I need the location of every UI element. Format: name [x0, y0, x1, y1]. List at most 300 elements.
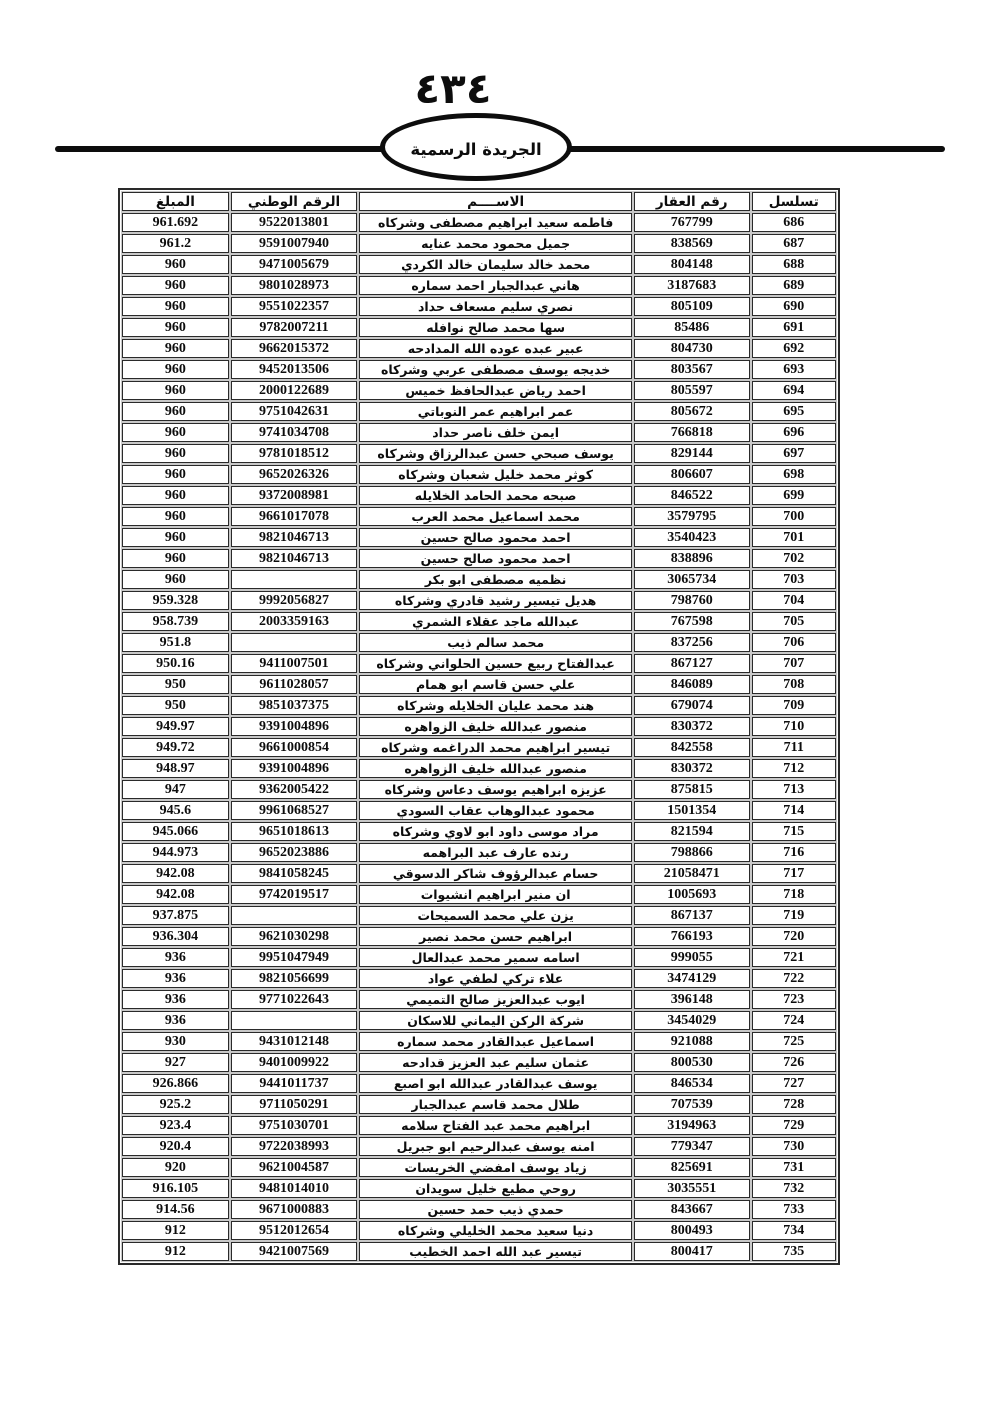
amount-cell: 951.8 [122, 633, 229, 652]
amount-cell: 945.066 [122, 822, 229, 841]
national-id-cell: 9391004896 [231, 759, 358, 778]
national-id-cell: 9742019517 [231, 885, 358, 904]
table-row [122, 486, 836, 505]
name-cell: منصور عبدالله خليف الزواهره [359, 759, 632, 778]
national-id-cell: 9431012148 [231, 1032, 358, 1051]
national-id-cell: 9661000854 [231, 738, 358, 757]
table-row [122, 1137, 836, 1156]
serial-cell: 704 [752, 591, 836, 610]
amount-cell: 960 [122, 549, 229, 568]
national-id-cell: 9611028057 [231, 675, 358, 694]
property-number-cell: 3194963 [634, 1116, 750, 1135]
property-number-cell: 85486 [634, 318, 750, 337]
property-number-cell: 805672 [634, 402, 750, 421]
property-number-cell: 3454029 [634, 1011, 750, 1030]
table-body [122, 213, 836, 1261]
amount-cell: 960 [122, 318, 229, 337]
col-header-property-no: رقم العقار [634, 192, 750, 211]
name-cell: عبدالفتاح ربيع حسين الحلواني وشركاه [359, 654, 632, 673]
amount-cell: 920.4 [122, 1137, 229, 1156]
national-id-cell: 9662015372 [231, 339, 358, 358]
serial-cell: 735 [752, 1242, 836, 1261]
national-id-cell: 9362005422 [231, 780, 358, 799]
amount-cell: 960 [122, 402, 229, 421]
name-cell: محمد خالد سليمان خالد الكردي [359, 255, 632, 274]
serial-cell: 709 [752, 696, 836, 715]
serial-cell: 690 [752, 297, 836, 316]
property-number-cell: 867137 [634, 906, 750, 925]
property-number-cell: 766818 [634, 423, 750, 442]
table-row [122, 906, 836, 925]
amount-cell: 926.866 [122, 1074, 229, 1093]
table-row [122, 1116, 836, 1135]
property-number-cell: 766193 [634, 927, 750, 946]
national-id-cell: 9481014010 [231, 1179, 358, 1198]
amount-cell: 960 [122, 297, 229, 316]
table-row [122, 276, 836, 295]
national-id-cell: 9621004587 [231, 1158, 358, 1177]
table-row [122, 423, 836, 442]
amount-cell: 942.08 [122, 864, 229, 883]
national-id-cell: 9771022643 [231, 990, 358, 1009]
table-row [122, 339, 836, 358]
amount-cell: 920 [122, 1158, 229, 1177]
serial-cell: 718 [752, 885, 836, 904]
national-id-cell: 9782007211 [231, 318, 358, 337]
amount-cell: 936 [122, 990, 229, 1009]
name-cell: فاطمه سعيد ابراهيم مصطفى وشركاه [359, 213, 632, 232]
amount-cell: 942.08 [122, 885, 229, 904]
national-id-cell: 2000122689 [231, 381, 358, 400]
serial-cell: 734 [752, 1221, 836, 1240]
serial-cell: 691 [752, 318, 836, 337]
property-number-cell: 838569 [634, 234, 750, 253]
serial-cell: 713 [752, 780, 836, 799]
name-cell: دنيا سعيد محمد الخليلي وشركاه [359, 1221, 632, 1240]
name-cell: منصور عبدالله خليف الزواهره [359, 717, 632, 736]
col-header-amount: المبلغ [122, 192, 229, 211]
name-cell: هديل تيسير رشيد قادري وشركاه [359, 591, 632, 610]
name-cell: عبدالله ماجد عقلاء الشمري [359, 612, 632, 631]
serial-cell: 723 [752, 990, 836, 1009]
property-number-cell: 767598 [634, 612, 750, 631]
table-row [122, 1032, 836, 1051]
national-id-cell: 9452013506 [231, 360, 358, 379]
amount-cell: 945.6 [122, 801, 229, 820]
national-id-cell: 9471005679 [231, 255, 358, 274]
amount-cell: 927 [122, 1053, 229, 1072]
national-id-cell: 9722038993 [231, 1137, 358, 1156]
name-cell: عزيزه ابراهيم يوسف دعاس وشركاه [359, 780, 632, 799]
amount-cell: 960 [122, 444, 229, 463]
national-id-cell: 9512012654 [231, 1221, 358, 1240]
property-number-cell: 3065734 [634, 570, 750, 589]
name-cell: ابراهيم حسن محمد نصير [359, 927, 632, 946]
serial-cell: 722 [752, 969, 836, 988]
name-cell: صبحه محمد الحامد الخلايله [359, 486, 632, 505]
col-header-name: الاســــم [359, 192, 632, 211]
name-cell: تيسير ابراهيم محمد الدراغمه وشركاه [359, 738, 632, 757]
name-cell: حسام عبدالرؤوف شاكر الدسوقي [359, 864, 632, 883]
name-cell: يوسف صبحي حسن عبدالرزاق وشركاه [359, 444, 632, 463]
name-cell: زياد يوسف امفضي الخريسات [359, 1158, 632, 1177]
property-number-cell: 806607 [634, 465, 750, 484]
national-id-cell: 9751030701 [231, 1116, 358, 1135]
amount-cell: 912 [122, 1242, 229, 1261]
name-cell: ان منير ابراهيم انشيوات [359, 885, 632, 904]
name-cell: احمد محمود صالح حسين [359, 549, 632, 568]
col-header-national-id: الرقم الوطني [231, 192, 358, 211]
serial-cell: 724 [752, 1011, 836, 1030]
national-id-cell [231, 570, 358, 589]
property-number-cell: 867127 [634, 654, 750, 673]
serial-cell: 706 [752, 633, 836, 652]
table-row [122, 297, 836, 316]
serial-cell: 696 [752, 423, 836, 442]
serial-cell: 695 [752, 402, 836, 421]
amount-cell: 960 [122, 255, 229, 274]
amount-cell: 960 [122, 423, 229, 442]
table-row [122, 1179, 836, 1198]
amount-cell: 960 [122, 486, 229, 505]
name-cell: محمد اسماعيل محمد العرب [359, 507, 632, 526]
property-number-cell: 679074 [634, 696, 750, 715]
serial-cell: 692 [752, 339, 836, 358]
serial-cell: 716 [752, 843, 836, 862]
property-number-cell: 21058471 [634, 864, 750, 883]
national-id-cell: 9372008981 [231, 486, 358, 505]
name-cell: هند محمد عليان الخلايله وشركاه [359, 696, 632, 715]
national-id-cell: 9951047949 [231, 948, 358, 967]
property-number-cell: 3035551 [634, 1179, 750, 1198]
national-id-cell: 9421007569 [231, 1242, 358, 1261]
table-row [122, 885, 836, 904]
serial-cell: 728 [752, 1095, 836, 1114]
table-row [122, 633, 836, 652]
serial-cell: 710 [752, 717, 836, 736]
serial-cell: 719 [752, 906, 836, 925]
serial-cell: 702 [752, 549, 836, 568]
amount-cell: 936 [122, 969, 229, 988]
national-id-cell [231, 906, 358, 925]
amount-cell: 960 [122, 528, 229, 547]
amount-cell: 960 [122, 570, 229, 589]
amount-cell: 960 [122, 276, 229, 295]
property-number-cell: 875815 [634, 780, 750, 799]
property-number-cell: 3474129 [634, 969, 750, 988]
table-row [122, 1074, 836, 1093]
amount-cell: 961.692 [122, 213, 229, 232]
serial-cell: 697 [752, 444, 836, 463]
national-id-cell: 9652023886 [231, 843, 358, 862]
serial-cell: 729 [752, 1116, 836, 1135]
amount-cell: 958.739 [122, 612, 229, 631]
name-cell: شركة الركن اليماني للاسكان [359, 1011, 632, 1030]
national-id-cell: 9821046713 [231, 528, 358, 547]
national-id-cell: 9821046713 [231, 549, 358, 568]
table-row [122, 654, 836, 673]
amount-cell: 937.875 [122, 906, 229, 925]
serial-cell: 699 [752, 486, 836, 505]
table-row [122, 213, 836, 232]
serial-cell: 726 [752, 1053, 836, 1072]
property-number-cell: 999055 [634, 948, 750, 967]
national-id-cell: 9591007940 [231, 234, 358, 253]
table-row [122, 570, 836, 589]
name-cell: عمر ابراهيم عمر النوباتي [359, 402, 632, 421]
serial-cell: 705 [752, 612, 836, 631]
national-id-cell: 9751042631 [231, 402, 358, 421]
national-id-cell: 9961068527 [231, 801, 358, 820]
serial-cell: 703 [752, 570, 836, 589]
serial-cell: 717 [752, 864, 836, 883]
amount-cell: 925.2 [122, 1095, 229, 1114]
table-row [122, 1095, 836, 1114]
name-cell: كوثر محمد خليل شعبان وشركاه [359, 465, 632, 484]
table-row [122, 612, 836, 631]
national-id-cell: 9401009922 [231, 1053, 358, 1072]
serial-cell: 731 [752, 1158, 836, 1177]
serial-cell: 733 [752, 1200, 836, 1219]
amount-cell: 936 [122, 948, 229, 967]
property-number-cell: 800493 [634, 1221, 750, 1240]
national-id-cell: 9621030298 [231, 927, 358, 946]
national-id-cell: 9821056699 [231, 969, 358, 988]
property-number-cell: 1501354 [634, 801, 750, 820]
property-number-cell: 838896 [634, 549, 750, 568]
table-row [122, 1242, 836, 1261]
table-row [122, 1221, 836, 1240]
serial-cell: 732 [752, 1179, 836, 1198]
amount-cell: 960 [122, 381, 229, 400]
national-id-cell: 9841058245 [231, 864, 358, 883]
amount-cell: 960 [122, 339, 229, 358]
table-row [122, 234, 836, 253]
national-id-cell: 9652026326 [231, 465, 358, 484]
property-number-cell: 846089 [634, 675, 750, 694]
table-row [122, 969, 836, 988]
table-row [122, 1011, 836, 1030]
table-row [122, 402, 836, 421]
serial-cell: 693 [752, 360, 836, 379]
property-number-cell: 829144 [634, 444, 750, 463]
table-row [122, 759, 836, 778]
amount-cell: 923.4 [122, 1116, 229, 1135]
name-cell: هاني عبدالجبار احمد سماره [359, 276, 632, 295]
name-cell: عبير عبده عوده الله المدادحه [359, 339, 632, 358]
amount-cell: 961.2 [122, 234, 229, 253]
table-row [122, 738, 836, 757]
national-id-cell: 9522013801 [231, 213, 358, 232]
col-header-serial: تسلسل [752, 192, 836, 211]
national-id-cell: 9661017078 [231, 507, 358, 526]
property-number-cell: 1005693 [634, 885, 750, 904]
table-row [122, 507, 836, 526]
serial-cell: 720 [752, 927, 836, 946]
table-row [122, 780, 836, 799]
name-cell: طلال محمد قاسم عبدالجبار [359, 1095, 632, 1114]
serial-cell: 707 [752, 654, 836, 673]
name-cell: ابراهيم محمد عبد الفتاح سلامه [359, 1116, 632, 1135]
amount-cell: 936.304 [122, 927, 229, 946]
amount-cell: 950 [122, 696, 229, 715]
name-cell: علي حسن قاسم ابو همام [359, 675, 632, 694]
name-cell: محمد سالم ذيب [359, 633, 632, 652]
amount-cell: 949.72 [122, 738, 229, 757]
amount-cell: 949.97 [122, 717, 229, 736]
records-table [118, 188, 840, 1265]
table-row [122, 717, 836, 736]
name-cell: خديجه يوسف مصطفى عربي وشركاه [359, 360, 632, 379]
national-id-cell: 9441011737 [231, 1074, 358, 1093]
table-row [122, 381, 836, 400]
serial-cell: 727 [752, 1074, 836, 1093]
property-number-cell: 830372 [634, 717, 750, 736]
gazette-banner-title: الجريدة الرسمية [410, 139, 542, 159]
serial-cell: 714 [752, 801, 836, 820]
name-cell: يزن علي محمد السميحات [359, 906, 632, 925]
name-cell: اسامه سمير محمد عبدالعال [359, 948, 632, 967]
property-number-cell: 800530 [634, 1053, 750, 1072]
table-row [122, 591, 836, 610]
national-id-cell: 9411007501 [231, 654, 358, 673]
property-number-cell: 396148 [634, 990, 750, 1009]
national-id-cell: 9801028973 [231, 276, 358, 295]
amount-cell: 960 [122, 507, 229, 526]
amount-cell: 948.97 [122, 759, 229, 778]
serial-cell: 730 [752, 1137, 836, 1156]
name-cell: روحي مطيع خليل سويدان [359, 1179, 632, 1198]
name-cell: اسماعيل عبدالقادر محمد سماره [359, 1032, 632, 1051]
serial-cell: 694 [752, 381, 836, 400]
property-number-cell: 804730 [634, 339, 750, 358]
name-cell: امنه يوسف عبدالرحيم ابو جبريل [359, 1137, 632, 1156]
property-number-cell: 798866 [634, 843, 750, 862]
property-number-cell: 846522 [634, 486, 750, 505]
table-row [122, 696, 836, 715]
table-row [122, 255, 836, 274]
property-number-cell: 3579795 [634, 507, 750, 526]
property-number-cell: 779347 [634, 1137, 750, 1156]
name-cell: مراد موسى داود ابو لاوي وشركاه [359, 822, 632, 841]
serial-cell: 689 [752, 276, 836, 295]
serial-cell: 721 [752, 948, 836, 967]
national-id-cell: 9671000883 [231, 1200, 358, 1219]
serial-cell: 708 [752, 675, 836, 694]
name-cell: نظميه مصطفى ابو بكر [359, 570, 632, 589]
serial-cell: 711 [752, 738, 836, 757]
gazette-banner-ellipse [380, 113, 572, 181]
national-id-cell: 9741034708 [231, 423, 358, 442]
property-number-cell: 821594 [634, 822, 750, 841]
table-row [122, 318, 836, 337]
name-cell: ايوب عبدالعزيز صالح التميمي [359, 990, 632, 1009]
serial-cell: 701 [752, 528, 836, 547]
national-id-cell [231, 1011, 358, 1030]
property-number-cell: 805597 [634, 381, 750, 400]
property-number-cell: 921088 [634, 1032, 750, 1051]
property-number-cell: 767799 [634, 213, 750, 232]
amount-cell: 914.56 [122, 1200, 229, 1219]
serial-cell: 687 [752, 234, 836, 253]
name-cell: يوسف عبدالقادر عبدالله ابو اصبع [359, 1074, 632, 1093]
property-number-cell: 804148 [634, 255, 750, 274]
national-id-cell: 9992056827 [231, 591, 358, 610]
amount-cell: 930 [122, 1032, 229, 1051]
serial-cell: 712 [752, 759, 836, 778]
table-row [122, 444, 836, 463]
table-row [122, 948, 836, 967]
property-number-cell: 837256 [634, 633, 750, 652]
name-cell: نصري سليم مسعاف حداد [359, 297, 632, 316]
serial-cell: 688 [752, 255, 836, 274]
table-row [122, 465, 836, 484]
amount-cell: 916.105 [122, 1179, 229, 1198]
table-row [122, 1158, 836, 1177]
amount-cell: 936 [122, 1011, 229, 1030]
name-cell: محمود عبدالوهاب عقاب السودي [359, 801, 632, 820]
name-cell: جميل محمود محمد عنايه [359, 234, 632, 253]
national-id-cell: 2003359163 [231, 612, 358, 631]
amount-cell: 959.328 [122, 591, 229, 610]
name-cell: علاء تركي لطفي عواد [359, 969, 632, 988]
name-cell: احمد محمود صالح حسين [359, 528, 632, 547]
national-id-cell: 9711050291 [231, 1095, 358, 1114]
national-id-cell [231, 633, 358, 652]
amount-cell: 947 [122, 780, 229, 799]
name-cell: عثمان سليم عبد العزيز قدادحه [359, 1053, 632, 1072]
table-row [122, 864, 836, 883]
national-id-cell: 9651018613 [231, 822, 358, 841]
amount-cell: 960 [122, 465, 229, 484]
property-number-cell: 805109 [634, 297, 750, 316]
national-id-cell: 9851037375 [231, 696, 358, 715]
name-cell: تيسير عبد الله احمد الخطيب [359, 1242, 632, 1261]
property-number-cell: 843667 [634, 1200, 750, 1219]
property-number-cell: 825691 [634, 1158, 750, 1177]
property-number-cell: 798760 [634, 591, 750, 610]
serial-cell: 698 [752, 465, 836, 484]
table-row [122, 822, 836, 841]
table-row [122, 843, 836, 862]
table-header-row [122, 192, 836, 211]
national-id-cell: 9551022357 [231, 297, 358, 316]
serial-cell: 715 [752, 822, 836, 841]
page-number: ٤٣٤ [414, 64, 492, 113]
table-row [122, 1053, 836, 1072]
table-row [122, 801, 836, 820]
table-row [122, 990, 836, 1009]
name-cell: حمدي ذيب حمد حسين [359, 1200, 632, 1219]
amount-cell: 950.16 [122, 654, 229, 673]
property-number-cell: 842558 [634, 738, 750, 757]
serial-cell: 686 [752, 213, 836, 232]
name-cell: احمد رياض عبدالحافظ خميس [359, 381, 632, 400]
property-number-cell: 707539 [634, 1095, 750, 1114]
amount-cell: 944.973 [122, 843, 229, 862]
name-cell: ايمن خلف ناصر حداد [359, 423, 632, 442]
amount-cell: 960 [122, 360, 229, 379]
serial-cell: 725 [752, 1032, 836, 1051]
table-row [122, 927, 836, 946]
property-number-cell: 830372 [634, 759, 750, 778]
amount-cell: 950 [122, 675, 229, 694]
table-row [122, 360, 836, 379]
property-number-cell: 3187683 [634, 276, 750, 295]
property-number-cell: 846534 [634, 1074, 750, 1093]
property-number-cell: 803567 [634, 360, 750, 379]
national-id-cell: 9391004896 [231, 717, 358, 736]
